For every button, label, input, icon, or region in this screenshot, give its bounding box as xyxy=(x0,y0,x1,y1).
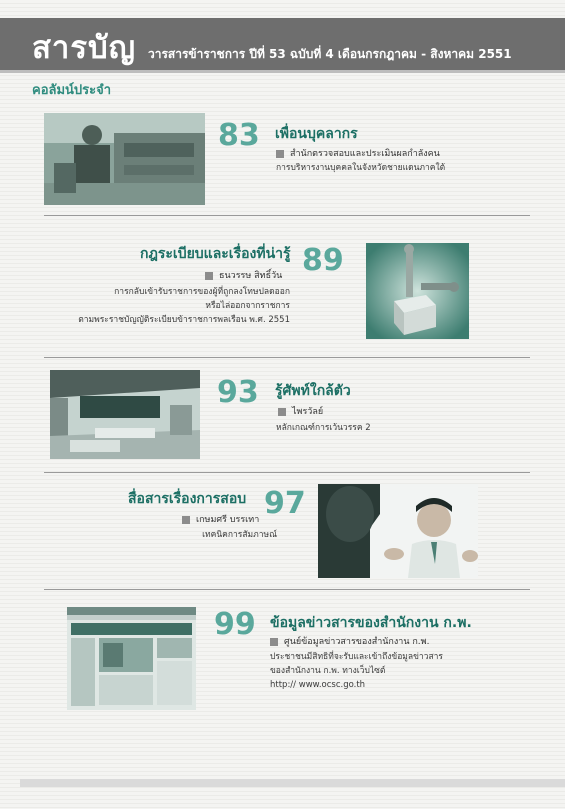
journal-subtitle: วารสารข้าราชการ ปีที่ 53 ฉบับที่ 4 เดือนกรกฎาคม - สิงหาคม 2551 xyxy=(148,47,512,61)
article-desc xyxy=(140,528,277,542)
desc-line: การกลับเข้ารับราชการของผู้ที่ถูกลงโทษปลดออก xyxy=(114,287,290,297)
photo-interview xyxy=(318,484,478,578)
bullet-square-icon xyxy=(278,408,286,416)
desc-line: ตามพระราชบัญญัติระเบียบข้าราชการพลเรือน พ.ศ. 2551 xyxy=(78,315,290,325)
bullet-square-icon xyxy=(182,516,190,524)
article-title: สื่อสารเรื่องการสอบ xyxy=(128,491,247,507)
desc-line: ประชาชนมีสิทธิที่จะรับและเข้าถึงข้อมูลข่าวสาร xyxy=(270,652,443,662)
desc-line: การบริหารงานบุคคลในจังหวัดชายแดนภาคใต้ xyxy=(276,163,446,173)
brand-title: สารบัญ xyxy=(32,30,137,66)
section-divider xyxy=(44,215,530,216)
author-name: ศูนย์ข้อมูลข่าวสารของสำนักงาน ก.พ. xyxy=(284,637,430,647)
bullet-square-icon xyxy=(205,272,213,280)
desc-line: http:// www.ocsc.go.th xyxy=(270,680,366,690)
article-author xyxy=(205,268,282,282)
article-author xyxy=(270,634,429,648)
photo-figures-on-box xyxy=(366,243,469,339)
bullet-square-icon xyxy=(276,150,284,158)
desc-line: หรือไล่ออกจากราชการ xyxy=(205,301,290,311)
article-title: รู้ศัพท์ใกล้ตัว xyxy=(275,383,351,399)
page-number: 89 xyxy=(302,243,344,278)
photo-soldiers xyxy=(44,113,205,205)
author-name: ไพรวัลย์ xyxy=(292,407,324,417)
article-desc xyxy=(276,421,516,435)
section-divider xyxy=(44,589,530,590)
photo-website-screenshot xyxy=(67,607,196,710)
author-name: ธนวรรษ สิทธิ์วัน xyxy=(219,271,283,281)
article-title: ข้อมูลข่าวสารของสำนักงาน ก.พ. xyxy=(270,615,472,631)
article-desc xyxy=(58,285,290,327)
desc-line: หลักเกณฑ์การเว้นวรรค 2 xyxy=(276,423,371,433)
article-title: กฎระเบียบและเรื่องที่น่ารู้ xyxy=(140,246,291,262)
page-number: 93 xyxy=(217,375,259,410)
author-name: เกษมศรี บรรเทา xyxy=(196,515,260,525)
section-divider xyxy=(44,472,530,473)
article-author xyxy=(276,146,440,160)
desc-line: ของสำนักงาน ก.พ. ทางเว็บไซต์ xyxy=(270,666,386,676)
desc-line: เทคนิคการสัมภาษณ์ xyxy=(202,530,277,540)
article-author xyxy=(278,404,323,418)
section-divider xyxy=(44,357,530,358)
photo-classroom xyxy=(50,370,200,459)
article-title: เพื่อนบุคลากร xyxy=(275,126,358,142)
page-number: 97 xyxy=(264,486,306,521)
bullet-square-icon xyxy=(270,638,278,646)
author-name: สำนักตรวจสอบและประเมินผลกำลังคน xyxy=(290,149,440,159)
article-author xyxy=(182,512,259,526)
page-number: 99 xyxy=(214,607,256,642)
footer-band xyxy=(20,779,565,787)
page-number: 83 xyxy=(218,118,260,153)
column-title: คอลัมน์ประจำ xyxy=(32,83,112,98)
article-desc xyxy=(270,650,540,692)
article-desc xyxy=(276,161,526,175)
